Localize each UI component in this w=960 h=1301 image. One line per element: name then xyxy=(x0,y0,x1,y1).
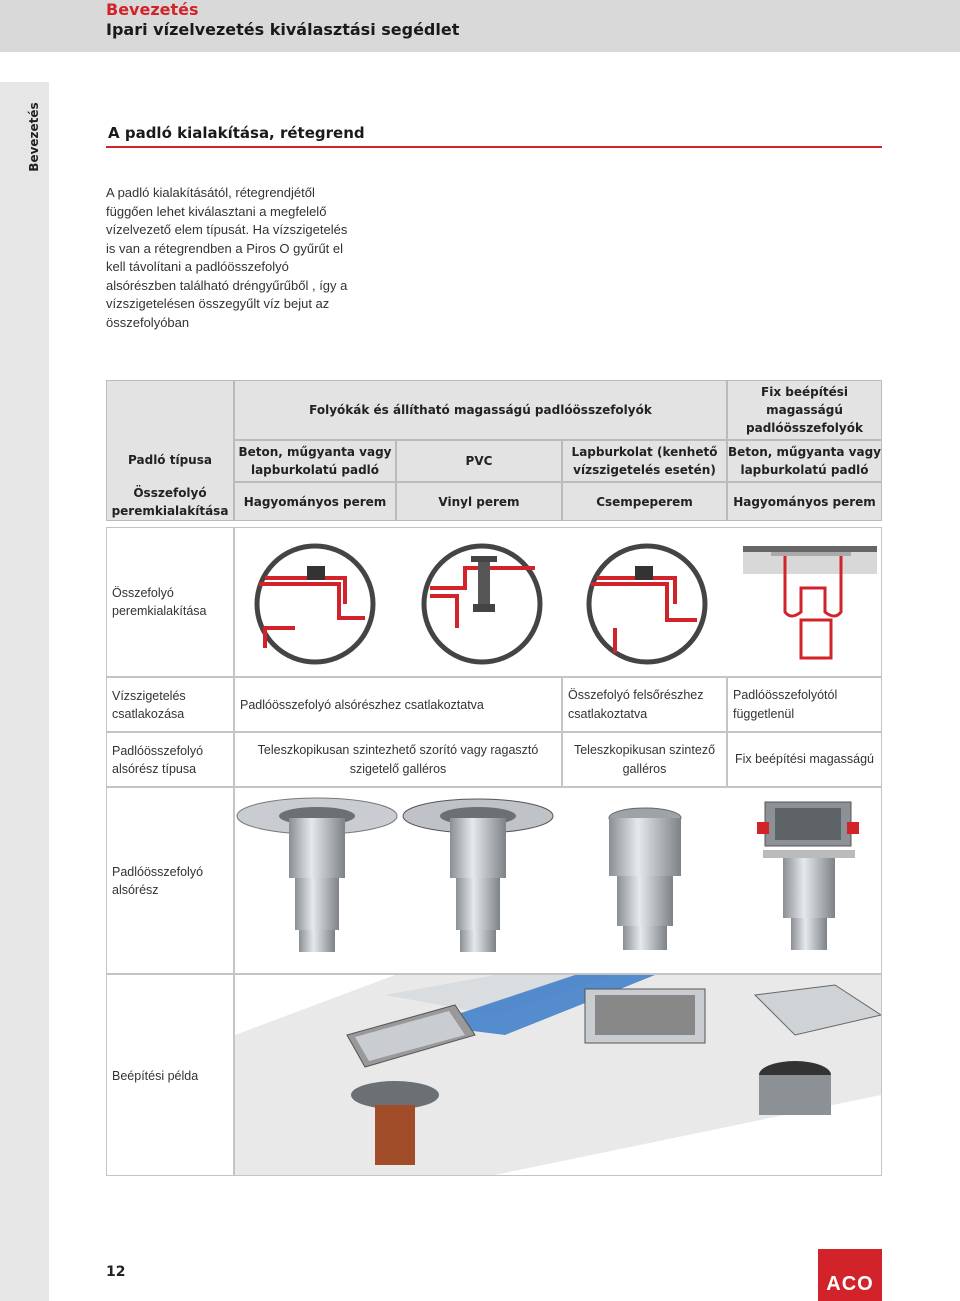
lower-type-label-cell xyxy=(106,732,234,787)
insulation-3-cell xyxy=(727,677,882,732)
edge-diagram-svg xyxy=(235,528,881,676)
lower-images-svg xyxy=(235,788,881,973)
lower-label-cell xyxy=(106,787,234,974)
insulation-2-cell xyxy=(562,677,727,732)
edge-diagram-1 xyxy=(257,546,373,662)
example-svg xyxy=(235,975,881,1175)
example-label-cell xyxy=(106,974,234,1176)
header-title: Ipari vízelvezetés kiválasztási segédlet xyxy=(106,20,460,39)
fixed-header: Fix beépítési magasságú padlóösszefolyók xyxy=(727,380,882,440)
edge-diagrams xyxy=(234,527,882,677)
floor-type-2: PVC xyxy=(396,440,562,482)
insulation-1-cell xyxy=(234,677,562,732)
group-header: Folyókák és állítható magasságú padlóösszefolyók xyxy=(234,380,727,440)
section-title: A padló kialakítása, rétegrend xyxy=(108,124,365,142)
edge-img-label: Összefolyó peremkialakítása xyxy=(112,586,207,618)
lower-label: Padlóösszefolyó alsórész xyxy=(112,865,204,897)
floor-type-4: Beton, műgyanta vagy lapburkolatú padló xyxy=(727,440,882,482)
insulation-1: Padlóösszefolyó alsórészhez csatlakoztatva xyxy=(240,698,484,712)
edge-2: Vinyl perem xyxy=(396,482,562,521)
floor-type-1: Beton, műgyanta vagy lapburkolatú padló xyxy=(234,440,396,482)
lower-type-1-cell xyxy=(234,732,562,787)
edge-diagram-3 xyxy=(589,546,705,662)
side-tab-label: Bevezetés xyxy=(27,102,41,172)
insulation-2: Összefolyó felsőrészhez csatlakoztatva xyxy=(568,688,704,721)
edge-diagram-2 xyxy=(424,546,540,662)
row-edge: Összefolyó peremkialakítása xyxy=(111,486,229,518)
section-divider xyxy=(106,146,882,148)
insulation-3: Padlóösszefolyótól függetlenül xyxy=(733,688,838,721)
intro-paragraph: A padló kialakításától, rétegrendjétől függően lehet kiválasztani a megfelelő vízelvezető elem típusát. Ha vízszigetelés is van a rétegrendben a Piros O gyűrűt el kell távolítani a padlóösszefolyó alsórészben található dréngyűrűből , így a vízszigetelésen összegyűlt víz bejut az összefolyóban xyxy=(106,185,348,330)
page-number: 12 xyxy=(106,1264,126,1280)
edge-1: Hagyományos perem xyxy=(234,482,396,521)
drain-body-3 xyxy=(609,808,681,950)
edge-diagram-4 xyxy=(743,546,877,658)
aco-logo xyxy=(818,1249,882,1301)
lower-type-2-cell xyxy=(562,732,727,787)
insulation-label: Vízszigetelés csatlakozása xyxy=(112,689,186,721)
side-band xyxy=(0,82,49,1301)
insulation-label-cell xyxy=(106,677,234,732)
lower-type-3-cell xyxy=(727,732,882,787)
aco-logo-text: ACO xyxy=(826,1273,874,1295)
lower-type-label: Padlóösszefolyó alsórész típusa xyxy=(112,744,204,776)
floor-type-3: Lapburkolat (kenhető vízszigetelés esetén) xyxy=(562,440,727,482)
lower-type-1: Teleszkopikusan szintezhető szorító vagy ragasztó szigetelő galléros xyxy=(257,742,539,776)
example-images xyxy=(234,974,882,1176)
lower-images xyxy=(234,787,882,974)
header-section: Bevezetés xyxy=(106,0,199,19)
lower-type-3: Fix beépítési magasságú xyxy=(735,752,874,766)
example-label: Beépítési példa xyxy=(112,1069,199,1083)
lower-type-2: Teleszkopikusan szintező galléros xyxy=(573,742,716,776)
row-floor-type: Padló típusa xyxy=(128,453,212,467)
side-tab xyxy=(22,82,46,202)
edge-3: Csempeperem xyxy=(562,482,727,521)
drain-body-2 xyxy=(403,799,553,952)
drain-body-1 xyxy=(237,798,397,952)
drain-body-4 xyxy=(757,802,859,950)
edge-4: Hagyományos perem xyxy=(727,482,882,521)
example-drain-2 xyxy=(585,989,705,1043)
edge-img-label-cell xyxy=(106,527,234,677)
